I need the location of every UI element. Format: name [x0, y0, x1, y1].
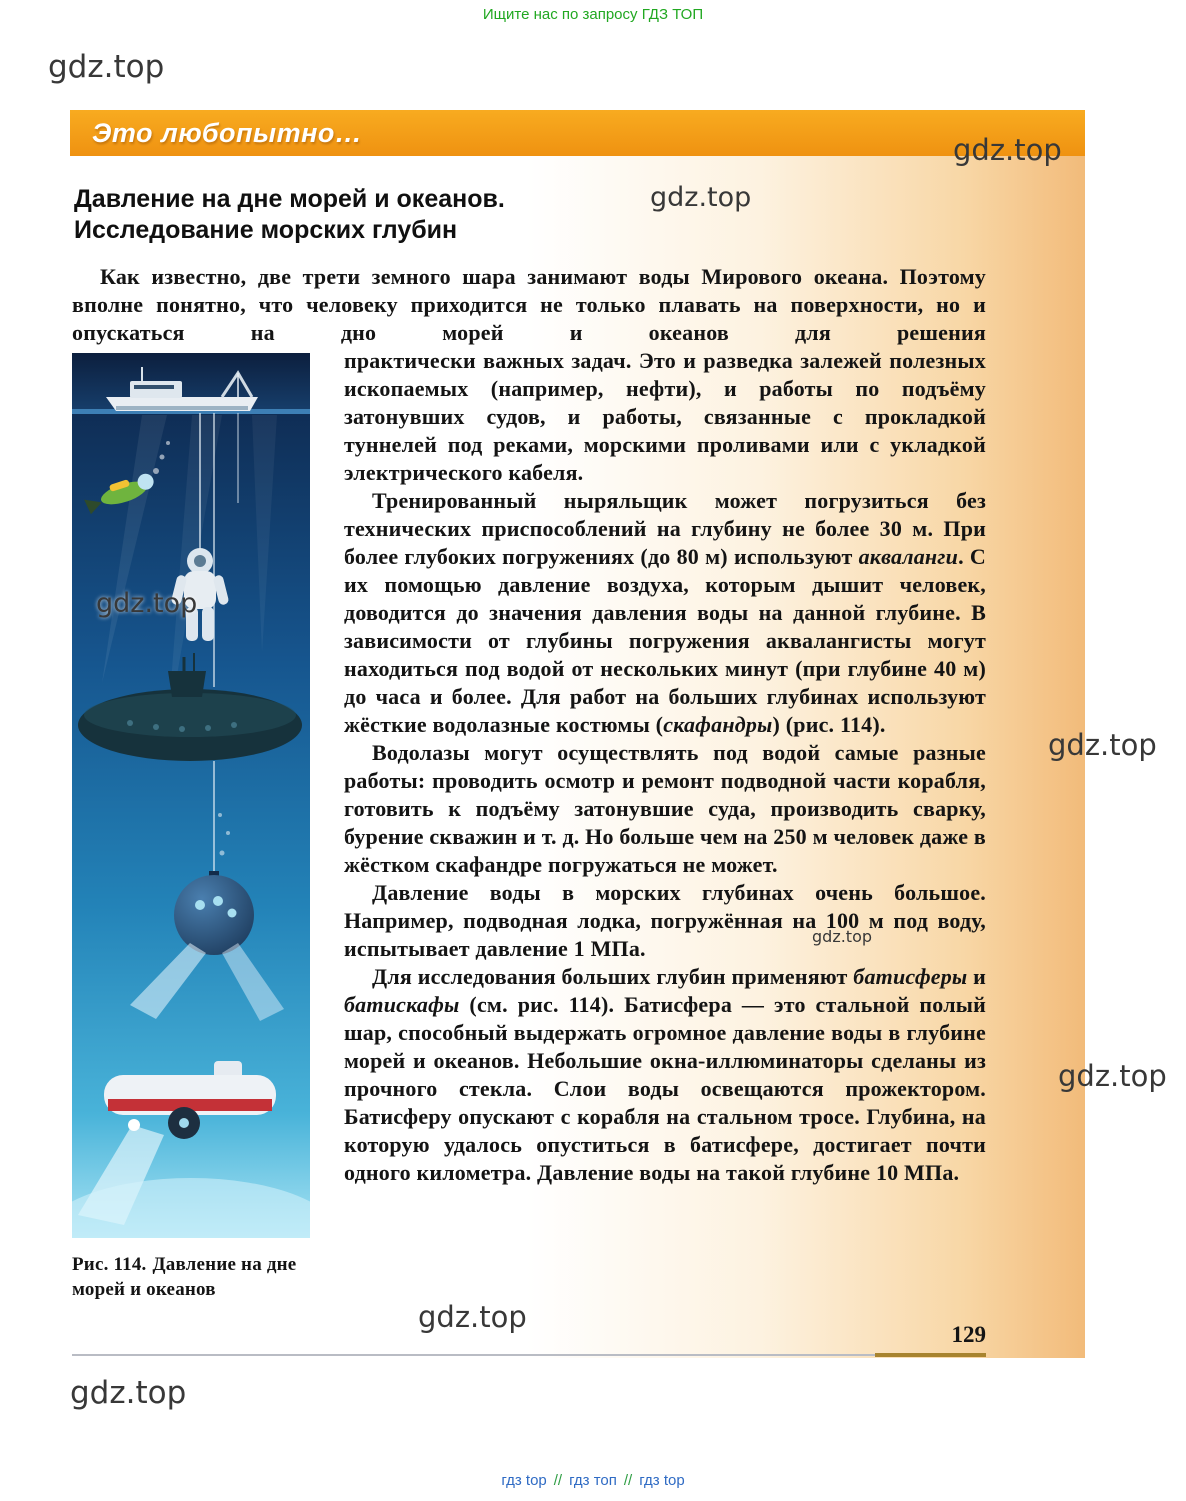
term-bathyscaphe: батискафы [344, 991, 460, 1017]
paragraph-2-text: ) (рис. 114). [772, 711, 886, 737]
footer-rule-gold [875, 1353, 986, 1357]
text-with-figure [72, 347, 987, 1300]
article-content [70, 184, 987, 1300]
footer-separator: // [623, 1472, 633, 1489]
section-banner-title: Это любопытно… [92, 117, 363, 148]
figure-caption-text: Давление на дне морей и океанов [72, 1253, 297, 1300]
footer-separator: // [553, 1472, 563, 1489]
figure-114 [72, 353, 310, 1302]
term-bathysphere: батисферы [853, 963, 968, 989]
figure-caption-label: Рис. 114. [72, 1253, 147, 1275]
paragraph-5-text: Для исследования больших глубин применяют [372, 963, 854, 989]
watermark: gdz.top [96, 588, 198, 619]
figure-caption [72, 1252, 310, 1302]
paragraph-2-text: . С их помощью давление воздуха, которым дышит человек, доводится до значения давления воды на данной глубине. В зависимости от глубины погружения аквалангисты могут находиться под водой от нескольких минут (при глубине 40 м) до часа и более. Для работ на больших глубинах используют жёсткие водолазные костюмы ( [344, 543, 986, 737]
paragraph-1-lead: Как известно, две трети земного шара занимают воды Мирового океана. Поэтому вполне понятно, что человеку приходится не только плавать на поверхности, но и опускаться на дно морей и океанов для решения [72, 263, 986, 345]
watermark: gdz.top [48, 49, 165, 85]
article-title-line1: Давление на дне морей и океанов. [74, 185, 505, 213]
site-footer-links [0, 1472, 1186, 1489]
footer-link-1[interactable]: гдз top [501, 1472, 547, 1489]
watermark: gdz.top [650, 182, 752, 213]
article-body [72, 263, 987, 1300]
paragraph-5-text: и [967, 963, 987, 989]
term-aqualung: акваланги [858, 543, 959, 569]
watermark: gdz.top [812, 927, 873, 946]
paragraph-2-text: Тренированный ныряльщик может погрузиться без технических приспособлений на глубину не более 30 м. При более глубоких погружениях (до 80 м) используют [344, 487, 986, 569]
footer-rule-gray [72, 1354, 875, 1356]
watermark: gdz.top [1048, 728, 1157, 762]
watermark: gdz.top [953, 133, 1062, 167]
term-diving-suit: скафандры [663, 711, 773, 737]
undersea-illustration [72, 353, 310, 1238]
paragraph-3: Водолазы могут осуществлять под водой самые разные работы: проводить осмотр и ремонт подводной части корабля, готовить к подъёму затонувшие суда, производить сварку, бурение скважин и т. д. Но больше чем на 250 м человек даже в жёстком скафандре погружаться не может. [344, 739, 986, 877]
watermark: gdz.top [418, 1300, 527, 1334]
watermark: gdz.top [1058, 1059, 1167, 1093]
footer-link-3[interactable]: гдз top [639, 1472, 685, 1489]
article-title [74, 184, 986, 247]
book-page [70, 110, 1085, 1358]
page-footer [72, 1320, 986, 1364]
watermark: gdz.top [70, 1375, 187, 1411]
promo-text: Ищите нас по запросу ГДЗ ТОП [482, 6, 704, 23]
footer-link-2[interactable]: гдз топ [569, 1472, 617, 1489]
page-number: 129 [951, 1322, 986, 1347]
paragraph-1-rest: практически важных задач. Это и разведка залежей полезных ископаемых (например, нефти), и работы по подъёму затонувших судов, и работы, связанные с прокладкой туннелей под реками, морскими проливами или с укладкой электрического кабеля. [344, 347, 986, 485]
paragraph-4: Давление воды в морских глубинах очень большое. Например, подводная лодка, погружённая на 100 м под воду, испытывает давление 1 МПа. [344, 879, 986, 961]
paragraph-5-text: (см. рис. 114). Батисфера — это стальной полый шар, способный выдержать огромное давление воды в глубине морей и океанов. Небольшие окна-иллюминаторы сделаны из прочного стекла. Слои воды освещаются прожектором. Батисферу опускают с корабля на стальном тросе. Глубина, на которую удалось опуститься в батисфере, достигает почти одного километра. Давление воды на такой глубине 10 МПа. [344, 991, 986, 1185]
article-title-line2: Исследование морских глубин [74, 216, 458, 245]
section-banner [70, 110, 1085, 156]
